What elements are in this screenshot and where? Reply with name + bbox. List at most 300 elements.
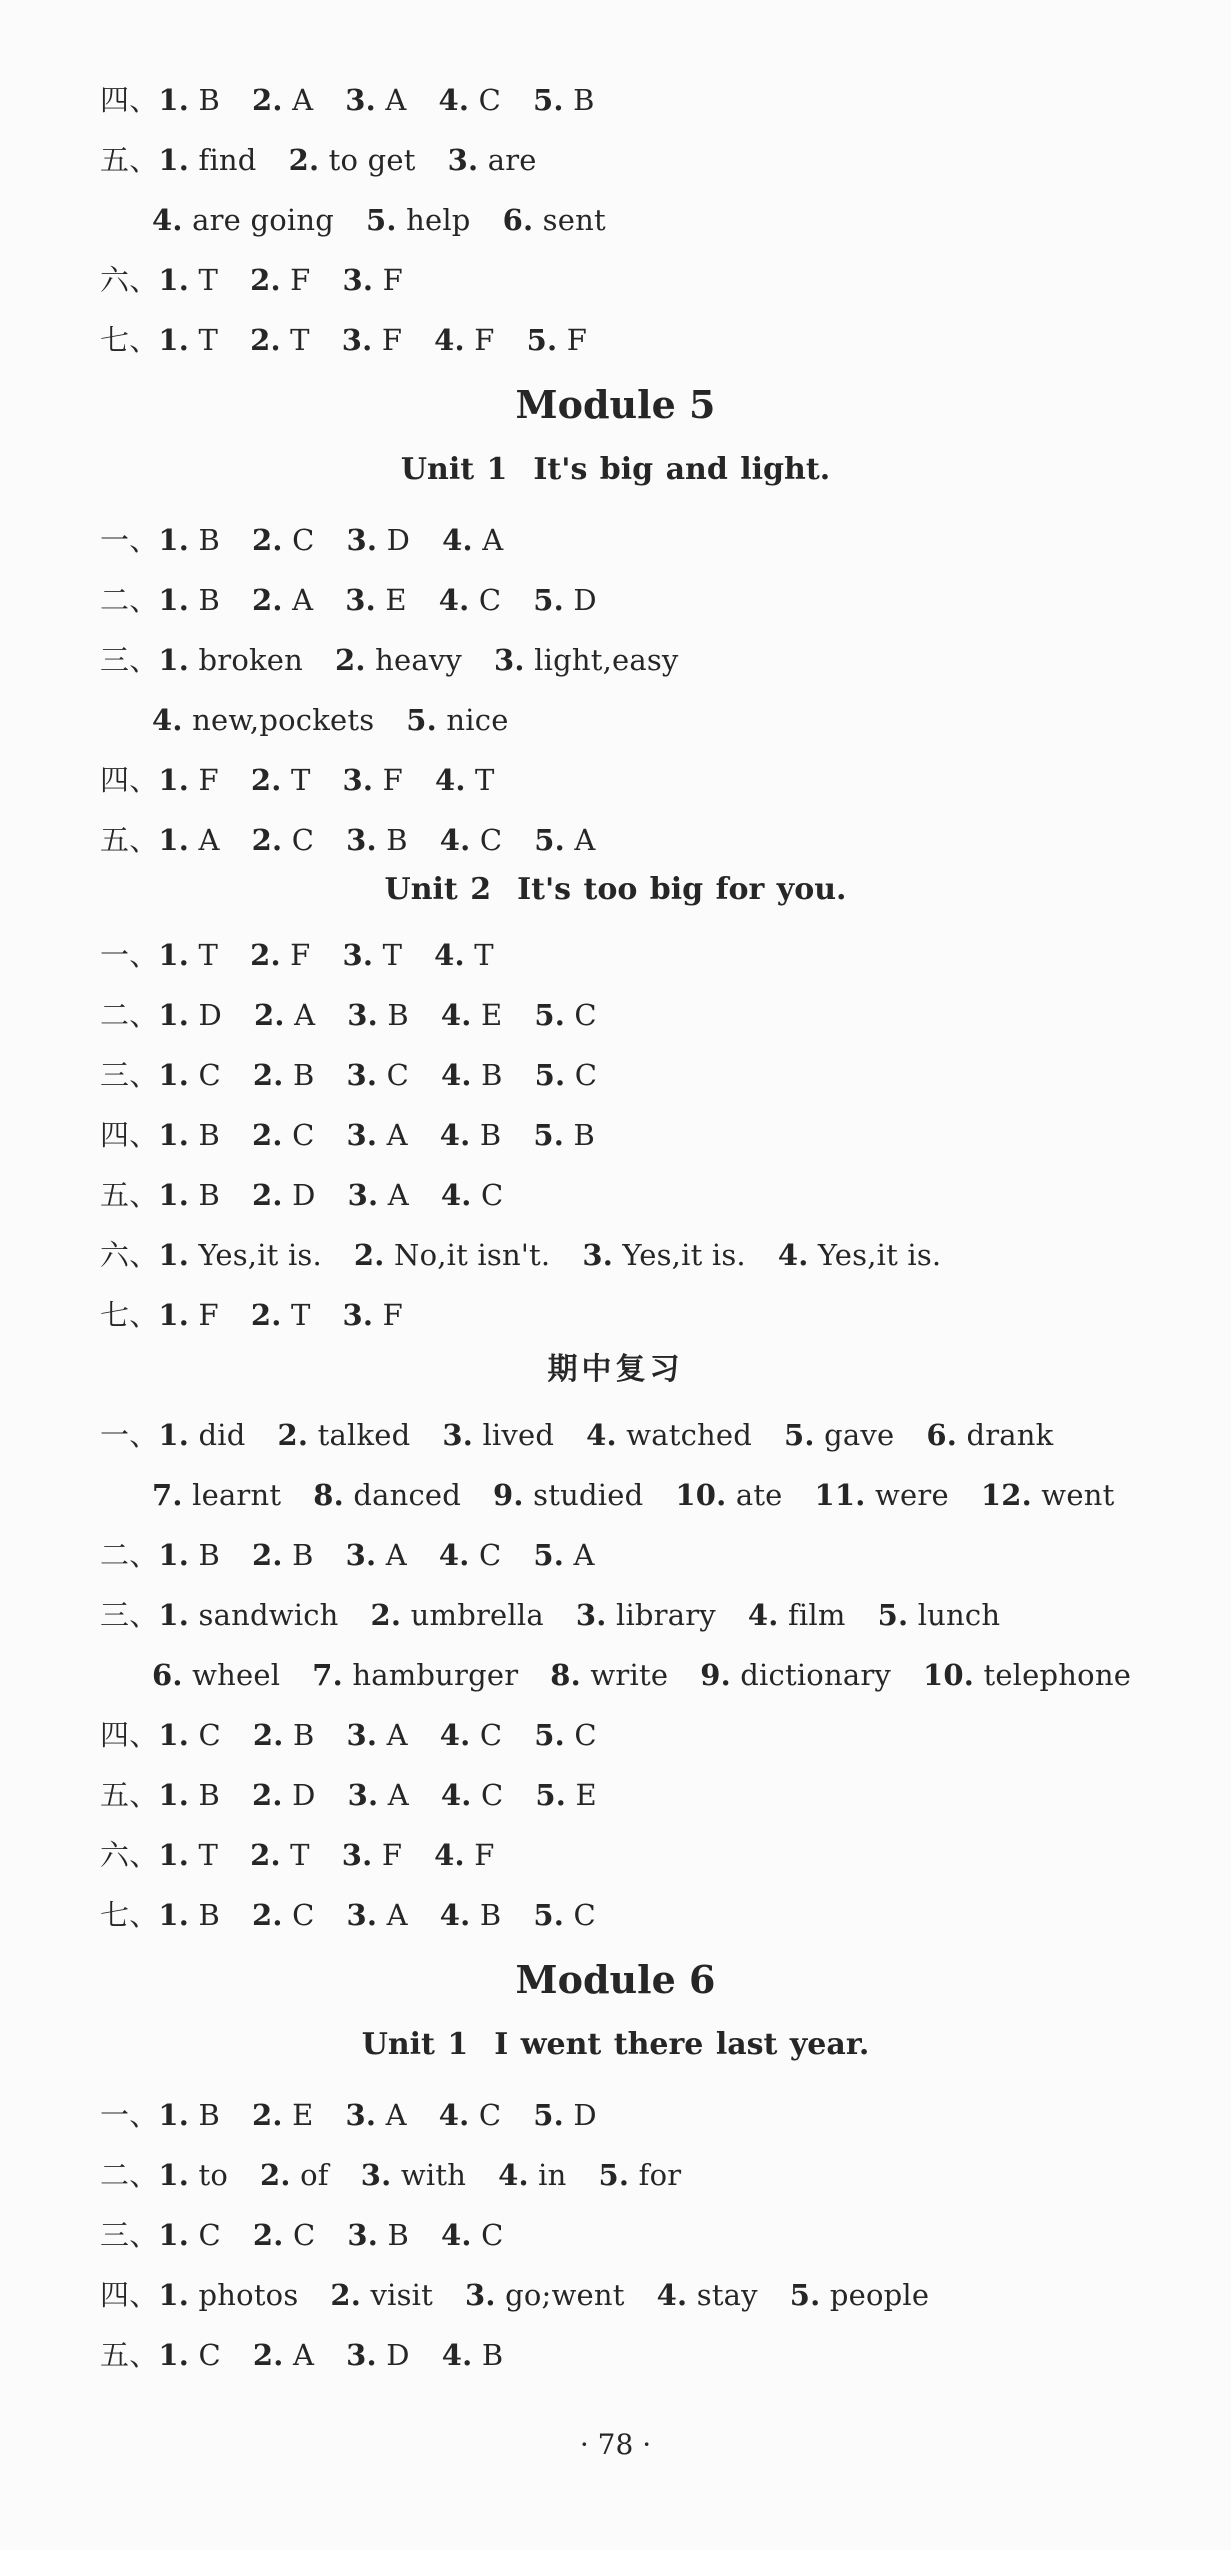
answer-text: studied <box>523 1478 644 1512</box>
answer-item <box>254 998 315 1032</box>
answer-number: 8. <box>313 1478 344 1512</box>
answer-text: A <box>189 823 220 857</box>
answer-number: 5. <box>877 1598 909 1632</box>
answer-number: 4. <box>586 1418 617 1452</box>
answer-item <box>348 1178 409 1212</box>
answer-item <box>346 2338 410 2372</box>
answer-item <box>158 583 220 617</box>
answer-number: 6. <box>152 1658 183 1692</box>
answer-text: B <box>282 1538 314 1572</box>
answer-text: E <box>375 583 407 617</box>
answer-text: A <box>282 83 314 117</box>
m5u1-sec4 <box>100 750 527 810</box>
answer-number: 2. <box>277 1418 309 1452</box>
answer-number: 8. <box>550 1658 581 1692</box>
answer-item <box>448 143 537 177</box>
answer-number: 4. <box>438 2098 470 2132</box>
answer-text: did <box>189 1418 246 1452</box>
answer-text: visit <box>361 2278 433 2312</box>
answer-item <box>878 1598 1001 1632</box>
answer-item <box>778 1238 942 1272</box>
answer-item <box>158 2278 298 2312</box>
answer-number: 2. <box>370 1598 402 1632</box>
answer-number: 10. <box>922 1658 975 1692</box>
answer-number: 4. <box>777 1238 809 1272</box>
answer-text: D <box>282 1178 316 1212</box>
answer-number: 1. <box>158 998 190 1032</box>
answer-text: A <box>472 523 504 557</box>
answer-text: telephone <box>974 1658 1132 1692</box>
answer-text: B <box>564 1118 596 1152</box>
answer-item <box>434 938 494 972</box>
answer-number: 1. <box>158 1118 190 1152</box>
m5u2-sec6 <box>100 1225 973 1285</box>
answer-number: 3. <box>346 823 377 857</box>
answer-item <box>366 203 471 237</box>
answer-number: 2. <box>250 323 281 357</box>
answer-number: 5. <box>789 2278 821 2312</box>
section-label: 一、 <box>100 523 159 557</box>
m5u1-sec5 <box>100 810 628 870</box>
answer-text: drank <box>957 1418 1054 1452</box>
answer-item <box>158 1778 220 1812</box>
section-label: 五、 <box>100 2338 159 2372</box>
answer-item <box>533 583 597 617</box>
answer-text: C <box>469 83 502 117</box>
answer-text: wheel <box>182 1658 281 1692</box>
answer-text: C <box>282 1118 315 1152</box>
answer-number: 1. <box>158 2098 190 2132</box>
answer-number: 2. <box>252 83 283 117</box>
m5u2-sec2 <box>100 985 629 1045</box>
answer-text: B <box>377 998 409 1032</box>
section-label: 二、 <box>100 2158 159 2192</box>
answer-text: C <box>283 2218 316 2252</box>
answer-text: C <box>471 1778 504 1812</box>
answer-item <box>158 998 222 1032</box>
answer-text: D <box>376 2338 410 2372</box>
answer-text: hamburger <box>342 1658 519 1692</box>
answer-item <box>251 763 311 797</box>
answer-item <box>441 1178 504 1212</box>
answer-number: 5. <box>533 2098 564 2132</box>
answer-number: 4. <box>441 2218 472 2252</box>
section-label: 一、 <box>100 2098 159 2132</box>
answer-text: for <box>629 2158 682 2192</box>
answer-text: C <box>470 1718 503 1752</box>
answer-item <box>527 323 587 357</box>
mid-sec6 <box>100 1825 527 1885</box>
answer-item <box>748 1598 846 1632</box>
answer-text: are <box>478 143 537 177</box>
answer-text: B <box>189 1178 221 1212</box>
answer-item <box>253 2218 316 2252</box>
answer-item <box>253 2338 314 2372</box>
answer-number: 4. <box>439 823 471 857</box>
answer-text: A <box>377 1898 408 1932</box>
section-label: 六、 <box>100 1838 159 1872</box>
answer-text: C <box>189 2218 221 2252</box>
answer-item <box>442 2338 504 2372</box>
answer-text: T <box>280 1838 310 1872</box>
answer-text: F <box>280 263 311 297</box>
m5u2-sec1 <box>100 925 526 985</box>
answer-number: 3. <box>346 1718 378 1752</box>
answer-number: 4. <box>498 2158 529 2192</box>
midterm-review-heading: 期中复习 <box>547 1352 684 1387</box>
answer-text: dictionary <box>730 1658 891 1692</box>
answer-item <box>498 2158 566 2192</box>
answer-number: 2. <box>335 643 366 677</box>
answer-item <box>158 1058 221 1092</box>
answer-number: 3. <box>347 2218 379 2252</box>
answer-item <box>790 2278 930 2312</box>
answer-number: 9. <box>700 1658 731 1692</box>
answer-text: D <box>563 2098 597 2132</box>
answer-number: 4. <box>439 1718 471 1752</box>
answer-item <box>158 523 220 557</box>
answer-item <box>347 1718 408 1752</box>
answer-item <box>441 2218 504 2252</box>
answer-item <box>586 1418 752 1452</box>
page-number: · 78 · <box>579 2428 652 2461</box>
answer-item <box>406 703 508 737</box>
section-label: 七、 <box>100 1298 159 1332</box>
answer-text: D <box>563 583 597 617</box>
answer-text: light,easy <box>524 643 679 677</box>
answer-item <box>158 2158 228 2192</box>
answer-text: C <box>189 2338 221 2372</box>
answer-item <box>260 2158 329 2192</box>
answer-item <box>158 83 220 117</box>
answer-number: 4. <box>434 938 465 972</box>
answer-number: 3. <box>346 1898 378 1932</box>
answer-number: 9. <box>493 1478 524 1512</box>
answer-number: 3. <box>442 1418 474 1452</box>
answer-number: 1. <box>158 763 190 797</box>
unit-title: It's too big for you. <box>517 872 847 907</box>
answer-number: 5. <box>406 703 437 737</box>
answer-item <box>440 823 503 857</box>
answer-number: 5. <box>784 1418 815 1452</box>
answer-text: F <box>189 763 219 797</box>
answer-item <box>152 1478 281 1512</box>
answer-number: 5. <box>533 83 564 117</box>
answer-item <box>439 2098 502 2132</box>
answer-item <box>599 2158 682 2192</box>
answer-item <box>158 263 218 297</box>
section-label: 四、 <box>100 763 159 797</box>
answer-text: B <box>189 523 221 557</box>
answer-number: 3. <box>342 1298 374 1332</box>
answer-text: C <box>189 1058 221 1092</box>
module-6-heading: Module 6 <box>515 1957 716 2002</box>
answer-item <box>815 1478 949 1512</box>
answer-text: A <box>375 83 407 117</box>
answer-number: 1. <box>158 2338 190 2372</box>
m4-sec5-cont <box>152 190 638 250</box>
answer-number: 2. <box>260 2158 291 2192</box>
m6u1-sec3 <box>100 2205 536 2265</box>
answer-number: 4. <box>440 1178 472 1212</box>
answer-item <box>347 1898 408 1932</box>
answer-item <box>158 1418 245 1452</box>
answer-item <box>343 763 403 797</box>
answer-number: 4. <box>434 323 465 357</box>
answer-number: 5. <box>535 1778 567 1812</box>
answer-item <box>251 1298 311 1332</box>
answer-number: 3. <box>360 2158 392 2192</box>
section-label: 五、 <box>100 1778 159 1812</box>
answer-text: people <box>820 2278 930 2312</box>
answer-number: 12. <box>980 1478 1032 1512</box>
answer-text: C <box>189 1718 221 1752</box>
answer-text: T <box>280 323 310 357</box>
section-label: 三、 <box>100 643 159 677</box>
answer-text: D <box>282 1778 316 1812</box>
answer-item <box>533 1898 596 1932</box>
answer-number: 2. <box>252 1058 284 1092</box>
answer-text: E <box>282 2098 314 2132</box>
answer-number: 1. <box>158 263 190 297</box>
answer-text: B <box>283 1058 315 1092</box>
answer-item <box>313 1478 461 1512</box>
answer-number: 3. <box>346 2338 377 2372</box>
answer-number: 4. <box>438 583 470 617</box>
answer-text: A <box>283 2338 315 2372</box>
section-label: 四、 <box>100 2278 159 2312</box>
answer-text: B <box>189 2098 221 2132</box>
answer-item <box>252 823 315 857</box>
answer-number: 5. <box>533 583 564 617</box>
answer-number: 10. <box>675 1478 727 1512</box>
answer-text: B <box>189 1538 221 1572</box>
answer-text: F <box>464 323 495 357</box>
answer-item <box>158 643 303 677</box>
answer-text: A <box>564 1538 595 1572</box>
answer-item <box>441 1778 504 1812</box>
answer-item <box>440 1718 503 1752</box>
answer-number: 5. <box>365 203 397 237</box>
mid-sec3-cont <box>152 1645 1163 1705</box>
answer-item <box>465 2278 625 2312</box>
answer-text: B <box>189 1118 221 1152</box>
answer-text: T <box>373 938 403 972</box>
answer-text: F <box>280 938 311 972</box>
answer-number: 2. <box>252 1778 283 1812</box>
answer-text: find <box>189 143 257 177</box>
answer-number: 4. <box>438 83 470 117</box>
answer-number: 11. <box>814 1478 866 1512</box>
section-label: 一、 <box>100 938 159 972</box>
answer-text: B <box>189 583 221 617</box>
answer-item <box>535 1058 598 1092</box>
answer-text: T <box>189 1838 219 1872</box>
answer-item <box>250 323 310 357</box>
section-label: 五、 <box>100 143 159 177</box>
answer-text: A <box>378 1778 409 1812</box>
answer-item <box>657 2278 758 2312</box>
section-label: 四、 <box>100 1118 159 1152</box>
answer-text: danced <box>343 1478 462 1512</box>
answer-item <box>330 2278 433 2312</box>
answer-text: F <box>373 1298 403 1332</box>
answer-item <box>439 1538 502 1572</box>
answer-item <box>252 1778 316 1812</box>
answer-item <box>347 1058 410 1092</box>
answer-number: 3. <box>465 2278 496 2312</box>
answer-text: C <box>377 1058 410 1092</box>
answer-number: 2. <box>252 1898 283 1932</box>
answer-number: 5. <box>526 323 558 357</box>
section-label: 五、 <box>100 823 159 857</box>
answer-item <box>576 1598 716 1632</box>
answer-text: F <box>372 1838 403 1872</box>
answer-item <box>278 1418 411 1452</box>
answer-text: B <box>189 1778 221 1812</box>
answer-number: 5. <box>534 1058 566 1092</box>
answer-item <box>347 1118 408 1152</box>
answer-text: C <box>469 583 502 617</box>
answer-text: C <box>564 1718 597 1752</box>
answer-text: B <box>378 2218 410 2252</box>
answer-number: 1. <box>158 643 190 677</box>
answer-text: F <box>373 263 403 297</box>
answer-text: nice <box>436 703 509 737</box>
answer-text: go;went <box>495 2278 625 2312</box>
section-label: 二、 <box>100 998 159 1032</box>
answer-item <box>158 2098 220 2132</box>
answer-number: 1. <box>158 323 190 357</box>
answer-item <box>158 1538 220 1572</box>
answer-item <box>371 1598 544 1632</box>
answer-text: in <box>528 2158 567 2192</box>
answer-text: F <box>464 1838 495 1872</box>
answer-item <box>158 1298 218 1332</box>
answer-item <box>434 1838 494 1872</box>
answer-number: 3. <box>341 323 373 357</box>
answer-text: C <box>471 2218 504 2252</box>
answer-item <box>533 1118 595 1152</box>
answer-number: 3. <box>345 83 376 117</box>
m6-unit1-heading <box>0 2020 1231 2070</box>
answer-text: A <box>564 823 596 857</box>
m6u1-sec2 <box>100 2145 713 2205</box>
mid-sec1-cont <box>152 1465 1146 1525</box>
answer-number: 5. <box>533 1118 565 1152</box>
answer-item <box>923 1658 1131 1692</box>
answer-number: 3. <box>342 263 374 297</box>
answer-number: 2. <box>252 523 283 557</box>
answer-number: 4. <box>656 2278 688 2312</box>
unit-number: Unit 1 <box>361 2027 469 2062</box>
answer-text: T <box>189 263 219 297</box>
answer-item <box>252 1118 315 1152</box>
answer-text: help <box>396 203 471 237</box>
answer-text: Yes,it is. <box>189 1238 322 1272</box>
answer-item <box>343 263 403 297</box>
m4-sec4 <box>100 70 627 130</box>
answer-number: 3. <box>342 763 374 797</box>
answer-number: 3. <box>582 1238 613 1272</box>
answer-number: 6. <box>502 203 534 237</box>
answer-item <box>439 83 502 117</box>
answer-item <box>534 1718 597 1752</box>
answer-text: B <box>563 83 595 117</box>
m6u1-sec4 <box>100 2265 961 2325</box>
answer-item <box>503 203 606 237</box>
answer-number: 2. <box>252 1718 284 1752</box>
answer-number: 3. <box>346 523 378 557</box>
answer-number: 4. <box>439 1118 471 1152</box>
answer-text: sandwich <box>189 1598 339 1632</box>
answer-number: 3. <box>345 583 376 617</box>
section-label: 二、 <box>100 1538 159 1572</box>
answer-item <box>252 1538 314 1572</box>
section-label: 六、 <box>100 1238 159 1272</box>
answer-number: 4. <box>438 1538 470 1572</box>
answer-item <box>158 1238 322 1272</box>
answer-item <box>152 1658 280 1692</box>
answer-text: C <box>564 1898 596 1932</box>
answer-number: 1. <box>158 2218 190 2252</box>
answer-text: D <box>189 998 222 1032</box>
answer-number: 2. <box>251 823 283 857</box>
answer-number: 4. <box>152 203 183 237</box>
answer-item <box>926 1418 1053 1452</box>
answer-text: A <box>282 583 314 617</box>
answer-item <box>550 1658 668 1692</box>
unit-number: Unit 2 <box>384 872 492 907</box>
answer-text: C <box>471 1178 504 1212</box>
answer-item <box>252 583 313 617</box>
answer-number: 1. <box>158 583 190 617</box>
answer-item <box>347 2218 409 2252</box>
answer-text: photos <box>189 2278 299 2312</box>
answer-number: 1. <box>158 823 190 857</box>
answer-item <box>348 1778 409 1812</box>
answer-number: 2. <box>252 583 283 617</box>
answer-number: 4. <box>434 763 466 797</box>
answer-item <box>441 1058 503 1092</box>
answer-text: C <box>282 523 315 557</box>
answer-number: 1. <box>158 1778 190 1812</box>
answer-item <box>158 1898 220 1932</box>
mid-sec1 <box>100 1405 1085 1465</box>
answer-number: 4. <box>440 1778 472 1812</box>
answer-item <box>345 583 406 617</box>
answer-item <box>158 763 218 797</box>
answer-number: 4. <box>442 523 473 557</box>
answer-number: 7. <box>312 1658 343 1692</box>
answer-text: sent <box>533 203 606 237</box>
m5u2-sec5 <box>100 1165 535 1225</box>
answer-text: film <box>778 1598 846 1632</box>
answer-number: 2. <box>288 143 320 177</box>
answer-number: 2. <box>353 1238 385 1272</box>
mid-sec2 <box>100 1525 627 1585</box>
answer-item <box>534 823 595 857</box>
answer-number: 1. <box>158 938 190 972</box>
answer-text: C <box>470 823 503 857</box>
section-label: 三、 <box>100 1058 159 1092</box>
answer-item <box>289 143 416 177</box>
section-label: 五、 <box>100 1178 159 1212</box>
answer-item <box>312 1658 518 1692</box>
section-label: 六、 <box>100 263 159 297</box>
answer-item <box>158 323 218 357</box>
m5-unit2-heading <box>0 865 1231 915</box>
